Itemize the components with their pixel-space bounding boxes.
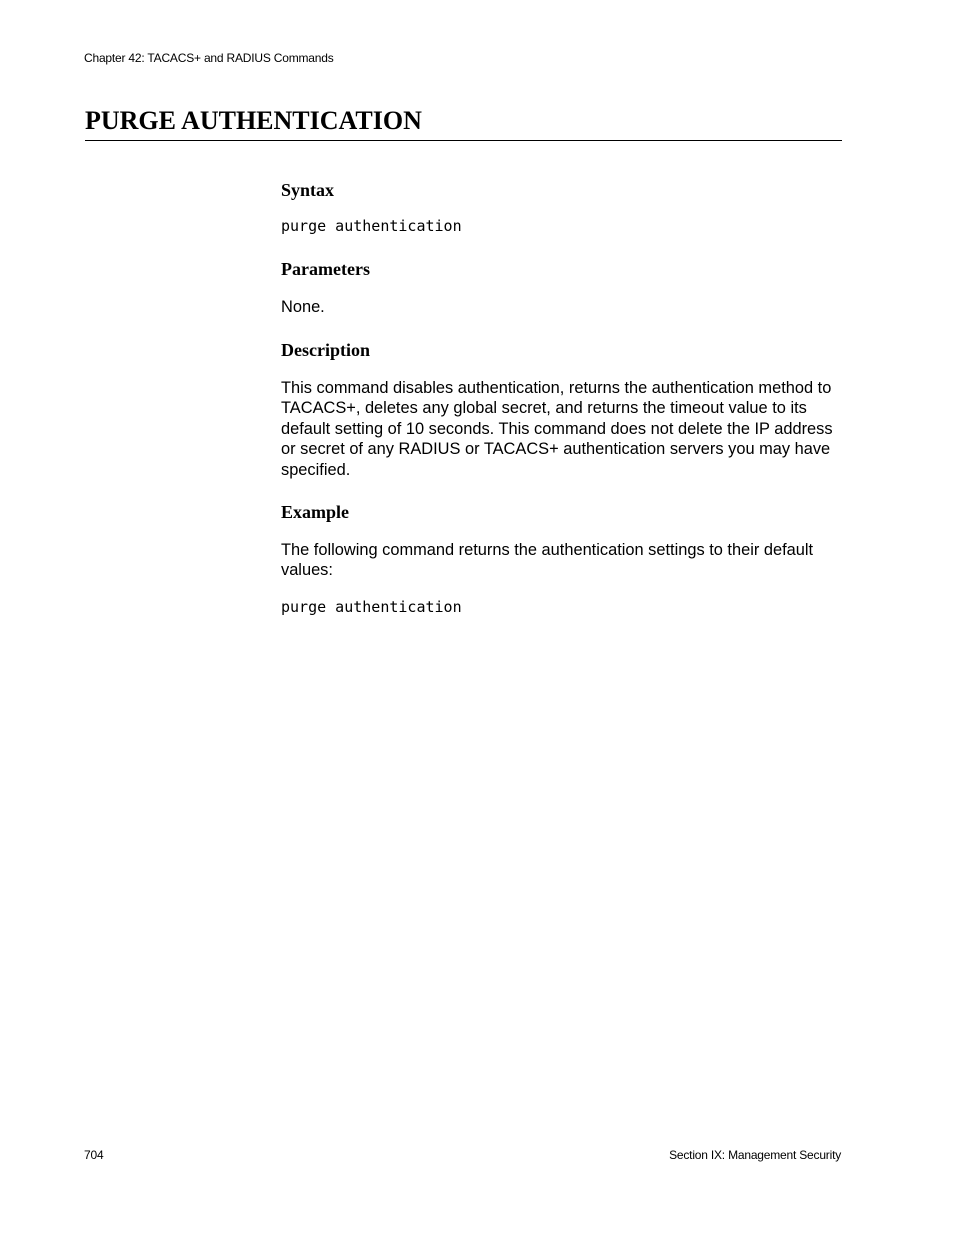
example-heading: Example	[281, 502, 350, 522]
parameters-heading: Parameters	[281, 259, 370, 279]
footer-section-title: Section IX: Management Security	[669, 1148, 841, 1162]
parameters-text: None.	[281, 298, 325, 316]
example-text: The following command returns the authentication settings to their default values:	[281, 541, 814, 580]
title-divider	[85, 140, 842, 141]
description-text: This command disables authentication, returns the authentication method to TACACS+, deletes any global secret, and returns the timeout value to its default setting of 10 seconds. This command does not delete the IP address or secret of any RADIUS or TACACS+ authentication servers you may have specified.	[281, 379, 833, 479]
page-number: 704	[84, 1148, 104, 1162]
running-header: Chapter 42: TACACS+ and RADIUS Commands	[84, 51, 334, 65]
description-heading: Description	[281, 340, 370, 360]
page-title: PURGE AUTHENTICATION	[85, 106, 422, 135]
syntax-heading: Syntax	[281, 180, 335, 200]
syntax-code: purge authentication	[281, 217, 462, 235]
example-code: purge authentication	[281, 598, 462, 616]
